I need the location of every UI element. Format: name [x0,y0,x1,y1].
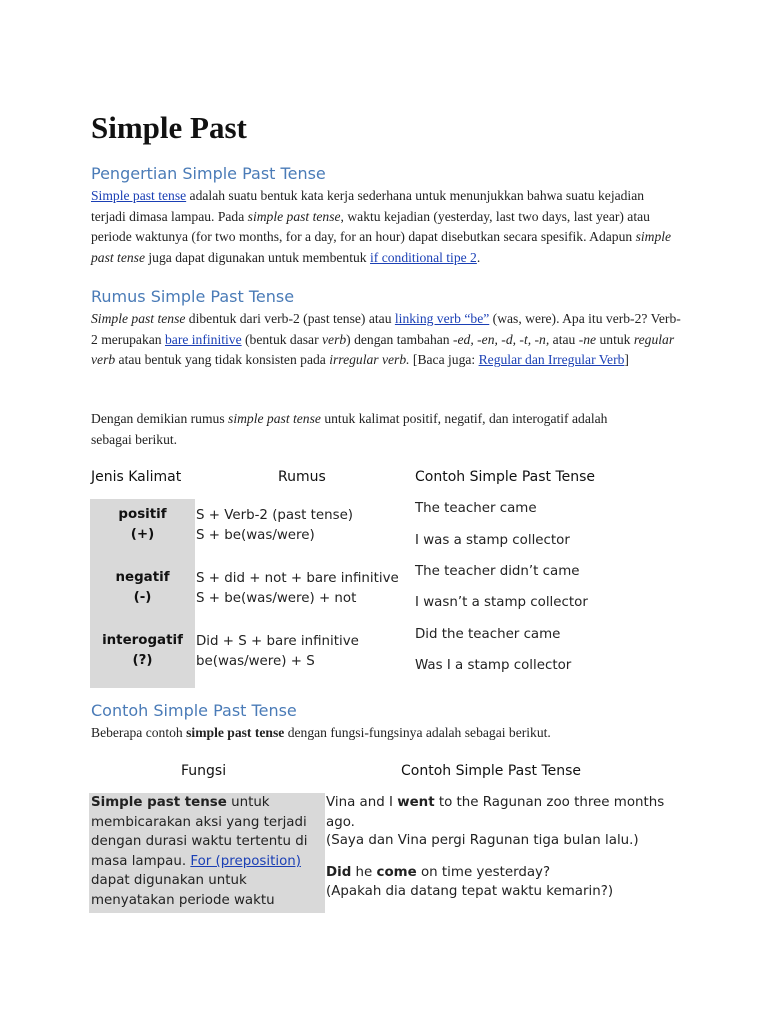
page-title: Simple Past [91,110,247,145]
table-row-negatif-label: negatif (-) [115,570,170,605]
example-positif-2: I was a stamp collector [415,533,570,548]
example-interogatif-1: Did the teacher came [415,627,561,642]
example-negatif-2: I wasn’t a stamp collector [415,595,588,610]
linking-verb-be-link[interactable]: linking verb “be” [394,311,490,326]
example-went: Vina and I went to the Ragunan zoo three months ago. [326,795,665,830]
table-header-rumus: Rumus [278,469,326,485]
section-heading-rumus: Rumus Simple Past Tense [91,287,295,306]
rumus-intro-paragraph: Dengan demikian rumus simple past tense untuk kalimat positif, negatif, dan interogatif adalah sebagai berikut. [91,411,608,447]
for-preposition-link[interactable]: For (preposition) [190,853,301,869]
example-interogatif-2: Was I a stamp collector [415,658,572,673]
if-conditional-link[interactable]: if conditional tipe 2 [370,250,477,266]
example-negatif-1: The teacher didn’t came [415,564,580,579]
formula-negatif: S + did + not + bare infinitive S + be(was/were) + not [196,571,399,606]
example-went-translation: (Saya dan Vina pergi Ragunan tiga bulan lalu.) [326,833,639,848]
simple-past-tense-link[interactable]: Simple past tense [91,188,187,203]
example-positif-1: The teacher came [415,501,537,516]
pengertian-paragraph: Simple past tense adalah suatu bentuk kata kerja sederhana untuk menunjukkan bahwa suatu kejadian terjadi dimasa lampau. Pada simple past tense, waktu kejadian (yesterday, last two days, last year) atau periode waktunya (for two months, for a day, for an hour) dapat disebutkan secara spesifik. Adapun simple past tense juga dapat digunakan untuk membentuk if conditional tipe 2. [91,188,672,266]
table2-header-fungsi: Fungsi [181,763,227,779]
formula-interogatif: Did + S + bare infinitive be(was/were) + S [196,634,359,669]
example-come-translation: (Apakah dia datang tepat waktu kemarin?) [326,884,614,899]
contoh-paragraph: Beberapa contoh simple past tense dengan fungsi-fungsinya adalah sebagai berikut. [91,725,551,740]
formula-positif: S + Verb-2 (past tense) S + be(was/were) [196,508,354,543]
table-header-contoh: Contoh Simple Past Tense [415,469,596,485]
section-heading-pengertian: Pengertian Simple Past Tense [91,164,326,183]
table-header-jenis: Jenis Kalimat [91,469,182,485]
function-cell: Simple past tense untuk membicarakan aksi yang terjadi dengan durasi waktu tertentu di masa lampau. For (preposition) dapat digunakan untuk menyatakan periode waktu [91,795,308,908]
regular-irregular-verb-link[interactable]: Regular dan Irregular Verb [478,352,625,368]
rumus-paragraph: Simple past tense dibentuk dari verb-2 (past tense) atau linking verb “be” (was, were). Apa itu verb-2? Verb-2 merupakan bare infinitive (bentuk dasar verb) dengan tambahan -ed, -en, -d, -t, -n, atau -ne untuk regular verb atau bentuk yang tidak konsisten pada irregular verb. [Baca juga: Regular dan Irregular Verb] [91,311,681,368]
table2-header-contoh: Contoh Simple Past Tense [401,763,582,779]
section-heading-contoh: Contoh Simple Past Tense [91,701,297,720]
bare-infinitive-link[interactable]: bare infinitive [164,331,242,347]
table-row-positif-label: positif (+) [118,507,167,542]
example-come: Did he come on time yesterday? [326,865,551,880]
table-row-interogatif-label: interogatif (?) [102,633,183,668]
